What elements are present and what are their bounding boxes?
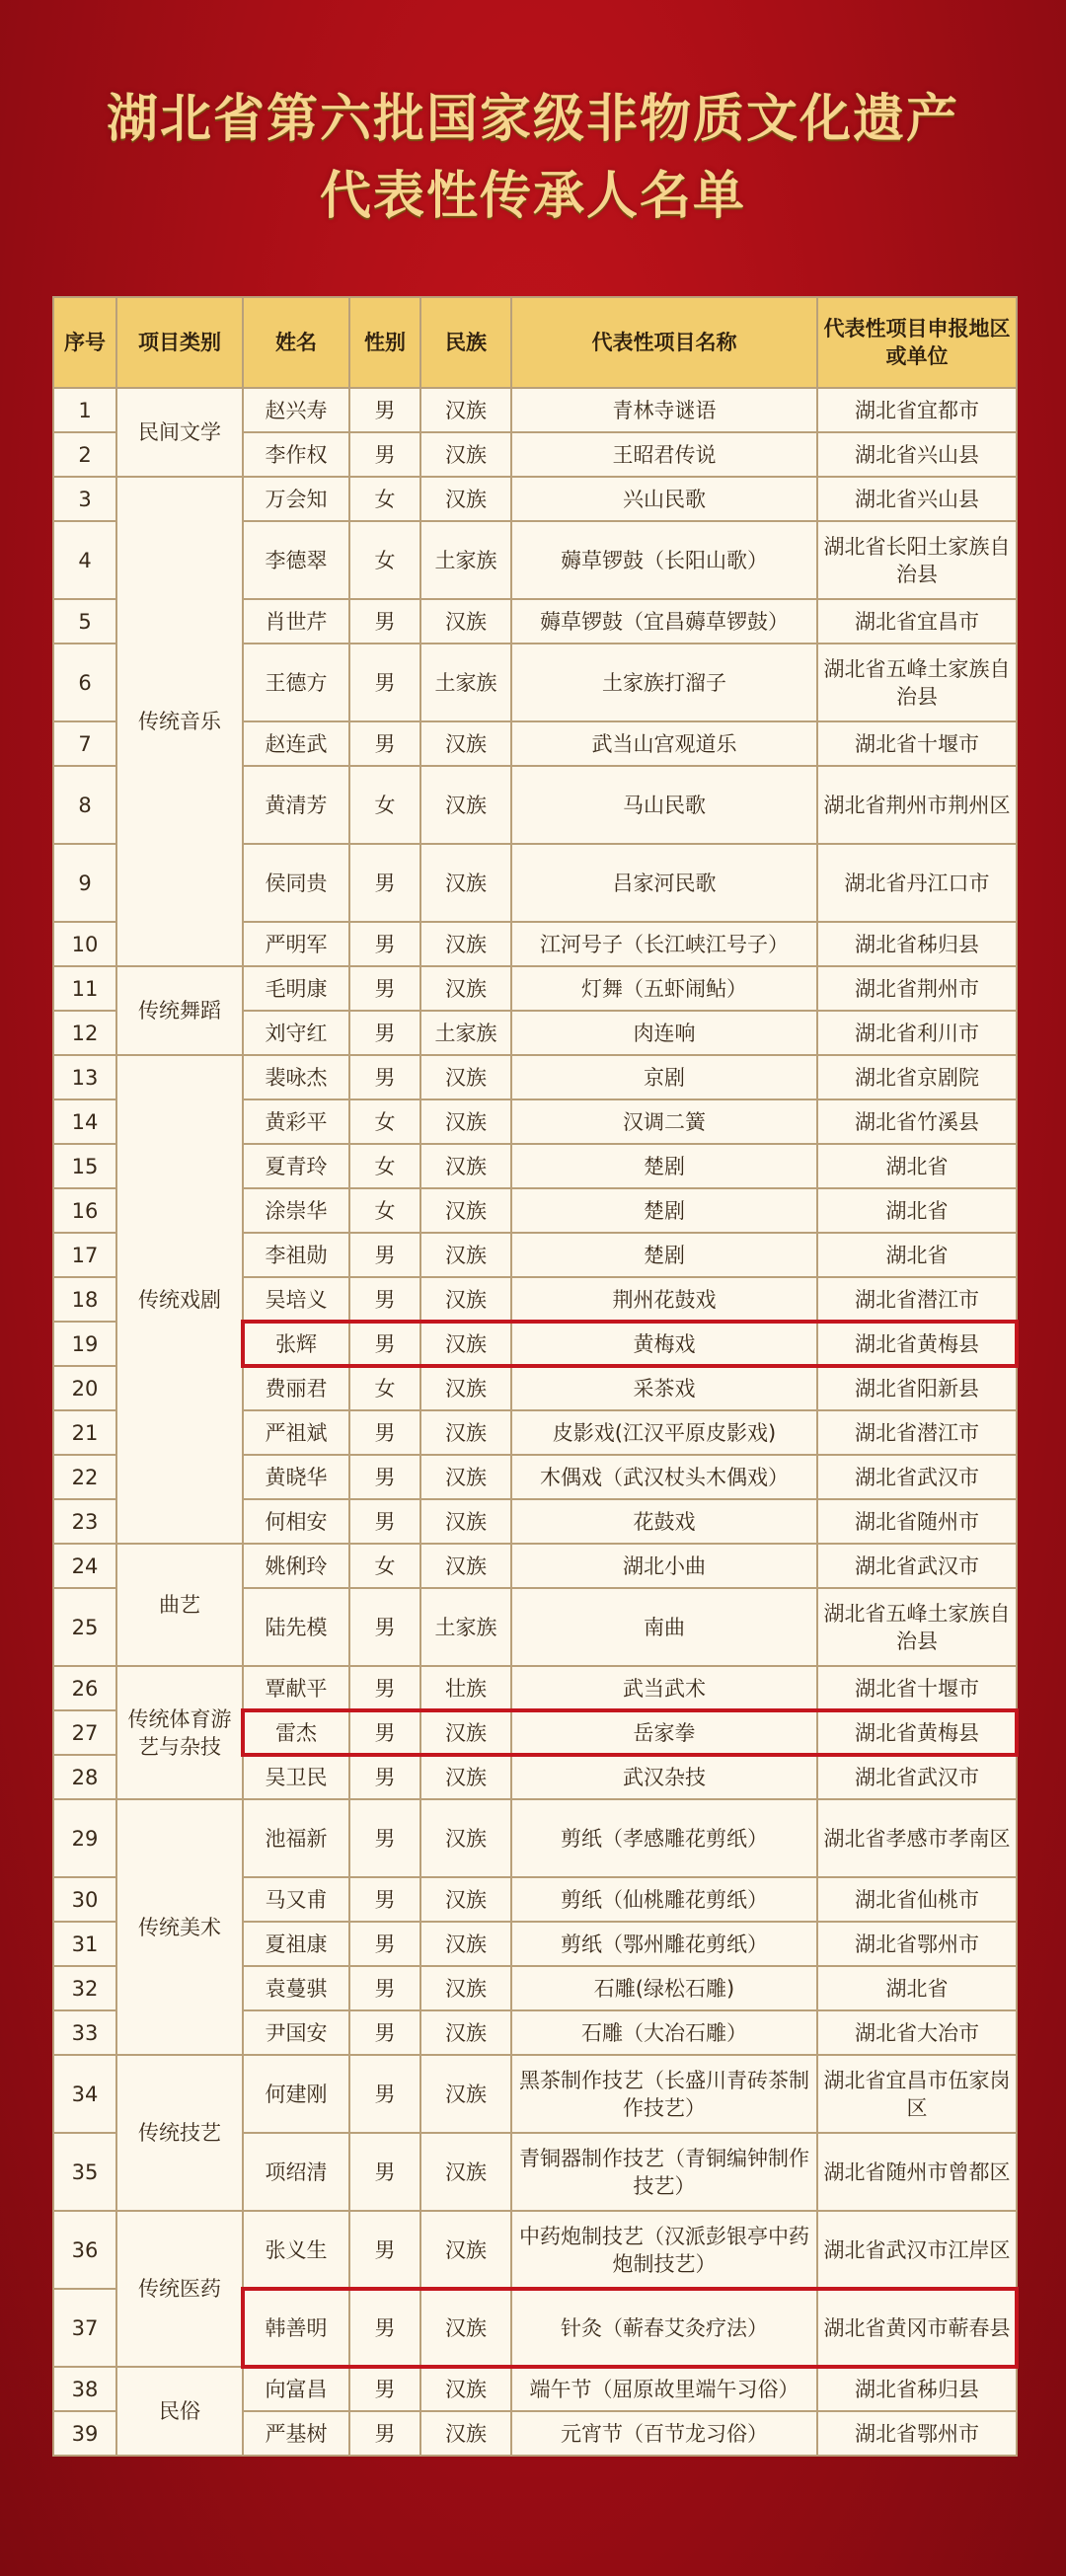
cell-project: 灯舞（五虾闹鲇） bbox=[511, 966, 817, 1011]
cell-seq: 12 bbox=[53, 1011, 116, 1055]
cell-ethnicity: 汉族 bbox=[420, 966, 511, 1011]
cell-name: 赵连武 bbox=[243, 721, 349, 766]
cell-ethnicity: 汉族 bbox=[420, 1366, 511, 1410]
cell-seq: 19 bbox=[53, 1322, 116, 1366]
cell-name: 李德翠 bbox=[243, 521, 349, 599]
table-header-row bbox=[53, 297, 1017, 388]
cell-name: 涂崇华 bbox=[243, 1188, 349, 1233]
cell-project: 针灸（蕲春艾灸疗法） bbox=[511, 2289, 817, 2367]
cell-ethnicity: 汉族 bbox=[420, 2411, 511, 2456]
cell-project: 兴山民歌 bbox=[511, 477, 817, 521]
cell-project: 端午节（屈原故里端午习俗） bbox=[511, 2367, 817, 2411]
cell-ethnicity: 壮族 bbox=[420, 1666, 511, 1710]
cell-ethnicity: 汉族 bbox=[420, 1922, 511, 1966]
cell-region: 湖北省十堰市 bbox=[817, 721, 1017, 766]
cell-project: 楚剧 bbox=[511, 1144, 817, 1188]
cell-seq: 35 bbox=[53, 2133, 116, 2211]
cell-gender: 男 bbox=[349, 1588, 420, 1666]
table-body bbox=[53, 388, 1017, 2456]
cell-seq: 2 bbox=[53, 432, 116, 477]
table-row bbox=[53, 966, 1017, 1011]
cell-name: 肖世芹 bbox=[243, 599, 349, 644]
cell-gender: 男 bbox=[349, 1877, 420, 1922]
header-project: 代表性项目名称 bbox=[511, 297, 817, 388]
cell-name: 张义生 bbox=[243, 2211, 349, 2289]
cell-region: 湖北省武汉市 bbox=[817, 1755, 1017, 1799]
cell-name: 韩善明 bbox=[243, 2289, 349, 2367]
cell-region: 湖北省武汉市江岸区 bbox=[817, 2211, 1017, 2289]
cell-seq: 29 bbox=[53, 1799, 116, 1877]
cell-gender: 男 bbox=[349, 2367, 420, 2411]
cell-name: 项绍清 bbox=[243, 2133, 349, 2211]
cell-gender: 男 bbox=[349, 922, 420, 966]
cell-name: 费丽君 bbox=[243, 1366, 349, 1410]
cell-category: 传统舞蹈 bbox=[116, 966, 243, 1055]
cell-region: 湖北省五峰土家族自治县 bbox=[817, 644, 1017, 721]
cell-gender: 男 bbox=[349, 1455, 420, 1499]
page-title-line1: 湖北省第六批国家级非物质文化遗产 bbox=[106, 90, 959, 149]
cell-gender: 女 bbox=[349, 1099, 420, 1144]
header-category: 项目类别 bbox=[116, 297, 243, 388]
cell-region: 湖北省 bbox=[817, 1966, 1017, 2010]
cell-gender: 男 bbox=[349, 1055, 420, 1099]
cell-region: 湖北省荆州市 bbox=[817, 966, 1017, 1011]
cell-region: 湖北省秭归县 bbox=[817, 2367, 1017, 2411]
cell-project: 青铜器制作技艺（青铜编钟制作技艺） bbox=[511, 2133, 817, 2211]
cell-name: 覃献平 bbox=[243, 1666, 349, 1710]
cell-region: 湖北省鄂州市 bbox=[817, 1922, 1017, 1966]
cell-region: 湖北省仙桃市 bbox=[817, 1877, 1017, 1922]
cell-gender: 男 bbox=[349, 1666, 420, 1710]
cell-region: 湖北省随州市 bbox=[817, 1499, 1017, 1544]
cell-project: 石雕(绿松石雕) bbox=[511, 1966, 817, 2010]
header-name: 姓名 bbox=[243, 297, 349, 388]
header-gender: 性别 bbox=[349, 297, 420, 388]
cell-ethnicity: 汉族 bbox=[420, 2055, 511, 2133]
cell-seq: 36 bbox=[53, 2211, 116, 2289]
cell-gender: 女 bbox=[349, 1188, 420, 1233]
cell-name: 赵兴寿 bbox=[243, 388, 349, 432]
cell-project: 青林寺谜语 bbox=[511, 388, 817, 432]
cell-seq: 28 bbox=[53, 1755, 116, 1799]
header-seq: 序号 bbox=[53, 297, 116, 388]
cell-name: 陆先模 bbox=[243, 1588, 349, 1666]
cell-seq: 32 bbox=[53, 1966, 116, 2010]
cell-seq: 38 bbox=[53, 2367, 116, 2411]
cell-seq: 16 bbox=[53, 1188, 116, 1233]
cell-seq: 34 bbox=[53, 2055, 116, 2133]
cell-project: 木偶戏（武汉杖头木偶戏） bbox=[511, 1455, 817, 1499]
cell-name: 黄彩平 bbox=[243, 1099, 349, 1144]
cell-gender: 男 bbox=[349, 721, 420, 766]
cell-seq: 18 bbox=[53, 1277, 116, 1322]
cell-region: 湖北省武汉市 bbox=[817, 1544, 1017, 1588]
cell-seq: 27 bbox=[53, 1710, 116, 1755]
cell-project: 武当山宫观道乐 bbox=[511, 721, 817, 766]
cell-category: 民间文学 bbox=[116, 388, 243, 477]
cell-name: 雷杰 bbox=[243, 1710, 349, 1755]
cell-project: 肉连响 bbox=[511, 1011, 817, 1055]
cell-name: 裴咏杰 bbox=[243, 1055, 349, 1099]
inheritor-table-container bbox=[52, 296, 1016, 2457]
cell-seq: 23 bbox=[53, 1499, 116, 1544]
cell-project: 楚剧 bbox=[511, 1188, 817, 1233]
cell-project: 采茶戏 bbox=[511, 1366, 817, 1410]
cell-gender: 女 bbox=[349, 477, 420, 521]
cell-project: 剪纸（孝感雕花剪纸） bbox=[511, 1799, 817, 1877]
cell-project: 江河号子（长江峡江号子） bbox=[511, 922, 817, 966]
cell-region: 湖北省秭归县 bbox=[817, 922, 1017, 966]
cell-region: 湖北省五峰土家族自治县 bbox=[817, 1588, 1017, 1666]
cell-project: 武当武术 bbox=[511, 1666, 817, 1710]
cell-gender: 男 bbox=[349, 644, 420, 721]
cell-seq: 20 bbox=[53, 1366, 116, 1410]
cell-region: 湖北省宜都市 bbox=[817, 388, 1017, 432]
cell-project: 岳家拳 bbox=[511, 1710, 817, 1755]
cell-seq: 21 bbox=[53, 1410, 116, 1455]
cell-project: 黑茶制作技艺（长盛川青砖茶制作技艺） bbox=[511, 2055, 817, 2133]
cell-ethnicity: 汉族 bbox=[420, 477, 511, 521]
cell-seq: 1 bbox=[53, 388, 116, 432]
cell-region: 湖北省黄梅县 bbox=[817, 1710, 1017, 1755]
cell-project: 花鼓戏 bbox=[511, 1499, 817, 1544]
cell-name: 刘守红 bbox=[243, 1011, 349, 1055]
table-row bbox=[53, 1055, 1017, 1099]
cell-project: 湖北小曲 bbox=[511, 1544, 817, 1588]
cell-name: 严基树 bbox=[243, 2411, 349, 2456]
cell-region: 湖北省 bbox=[817, 1144, 1017, 1188]
cell-region: 湖北省孝感市孝南区 bbox=[817, 1799, 1017, 1877]
cell-project: 剪纸（鄂州雕花剪纸） bbox=[511, 1922, 817, 1966]
cell-project: 剪纸（仙桃雕花剪纸） bbox=[511, 1877, 817, 1922]
cell-project: 黄梅戏 bbox=[511, 1322, 817, 1366]
cell-gender: 男 bbox=[349, 2411, 420, 2456]
cell-seq: 4 bbox=[53, 521, 116, 599]
cell-region: 湖北省竹溪县 bbox=[817, 1099, 1017, 1144]
cell-gender: 男 bbox=[349, 2289, 420, 2367]
cell-gender: 男 bbox=[349, 966, 420, 1011]
table-row bbox=[53, 2367, 1017, 2411]
cell-gender: 男 bbox=[349, 599, 420, 644]
cell-category: 传统技艺 bbox=[116, 2055, 243, 2211]
cell-name: 张辉 bbox=[243, 1322, 349, 1366]
cell-seq: 15 bbox=[53, 1144, 116, 1188]
cell-project: 京剧 bbox=[511, 1055, 817, 1099]
cell-name: 尹国安 bbox=[243, 2010, 349, 2055]
cell-gender: 男 bbox=[349, 2133, 420, 2211]
cell-project: 南曲 bbox=[511, 1588, 817, 1666]
cell-ethnicity: 汉族 bbox=[420, 1188, 511, 1233]
cell-seq: 9 bbox=[53, 844, 116, 922]
table-row bbox=[53, 1799, 1017, 1877]
cell-region: 湖北省十堰市 bbox=[817, 1666, 1017, 1710]
cell-gender: 男 bbox=[349, 1922, 420, 1966]
cell-region: 湖北省黄冈市蕲春县 bbox=[817, 2289, 1017, 2367]
cell-gender: 女 bbox=[349, 521, 420, 599]
page-title-line2: 代表性传承人名单 bbox=[319, 167, 746, 226]
cell-name: 袁蔓骐 bbox=[243, 1966, 349, 2010]
cell-ethnicity: 汉族 bbox=[420, 599, 511, 644]
cell-region: 湖北省潜江市 bbox=[817, 1410, 1017, 1455]
cell-ethnicity: 土家族 bbox=[420, 1588, 511, 1666]
table-row bbox=[53, 1544, 1017, 1588]
cell-project: 薅草锣鼓（长阳山歌） bbox=[511, 521, 817, 599]
cell-seq: 22 bbox=[53, 1455, 116, 1499]
table-row bbox=[53, 388, 1017, 432]
cell-gender: 男 bbox=[349, 844, 420, 922]
cell-seq: 13 bbox=[53, 1055, 116, 1099]
cell-region: 湖北省 bbox=[817, 1233, 1017, 1277]
cell-gender: 男 bbox=[349, 1755, 420, 1799]
cell-region: 湖北省 bbox=[817, 1188, 1017, 1233]
cell-ethnicity: 汉族 bbox=[420, 2133, 511, 2211]
cell-name: 夏青玲 bbox=[243, 1144, 349, 1188]
cell-gender: 男 bbox=[349, 2010, 420, 2055]
cell-name: 吴卫民 bbox=[243, 1755, 349, 1799]
cell-ethnicity: 汉族 bbox=[420, 721, 511, 766]
cell-region: 湖北省大冶市 bbox=[817, 2010, 1017, 2055]
cell-ethnicity: 汉族 bbox=[420, 844, 511, 922]
cell-ethnicity: 汉族 bbox=[420, 1877, 511, 1922]
cell-project: 皮影戏(江汉平原皮影戏) bbox=[511, 1410, 817, 1455]
cell-seq: 26 bbox=[53, 1666, 116, 1710]
cell-gender: 女 bbox=[349, 1144, 420, 1188]
cell-name: 黄清芳 bbox=[243, 766, 349, 844]
cell-ethnicity: 汉族 bbox=[420, 1410, 511, 1455]
cell-region: 湖北省黄梅县 bbox=[817, 1322, 1017, 1366]
cell-seq: 25 bbox=[53, 1588, 116, 1666]
cell-seq: 11 bbox=[53, 966, 116, 1011]
cell-seq: 14 bbox=[53, 1099, 116, 1144]
cell-ethnicity: 汉族 bbox=[420, 388, 511, 432]
cell-name: 池福新 bbox=[243, 1799, 349, 1877]
cell-seq: 3 bbox=[53, 477, 116, 521]
cell-seq: 8 bbox=[53, 766, 116, 844]
cell-project: 汉调二簧 bbox=[511, 1099, 817, 1144]
cell-region: 湖北省潜江市 bbox=[817, 1277, 1017, 1322]
cell-seq: 39 bbox=[53, 2411, 116, 2456]
cell-name: 马又甫 bbox=[243, 1877, 349, 1922]
inheritor-table bbox=[52, 296, 1018, 2457]
cell-gender: 男 bbox=[349, 1233, 420, 1277]
cell-project: 武汉杂技 bbox=[511, 1755, 817, 1799]
table-row bbox=[53, 477, 1017, 521]
cell-region: 湖北省兴山县 bbox=[817, 477, 1017, 521]
header-ethnicity: 民族 bbox=[420, 297, 511, 388]
cell-region: 湖北省荆州市荆州区 bbox=[817, 766, 1017, 844]
cell-gender: 男 bbox=[349, 1011, 420, 1055]
cell-name: 向富昌 bbox=[243, 2367, 349, 2411]
cell-region: 湖北省丹江口市 bbox=[817, 844, 1017, 922]
cell-gender: 男 bbox=[349, 1799, 420, 1877]
cell-category: 传统医药 bbox=[116, 2211, 243, 2367]
cell-ethnicity: 汉族 bbox=[420, 1544, 511, 1588]
cell-ethnicity: 汉族 bbox=[420, 2010, 511, 2055]
cell-seq: 37 bbox=[53, 2289, 116, 2367]
table-row bbox=[53, 2055, 1017, 2133]
cell-project: 土家族打溜子 bbox=[511, 644, 817, 721]
cell-seq: 31 bbox=[53, 1922, 116, 1966]
cell-name: 毛明康 bbox=[243, 966, 349, 1011]
cell-category: 传统戏剧 bbox=[116, 1055, 243, 1544]
cell-gender: 男 bbox=[349, 1410, 420, 1455]
cell-project: 石雕（大冶石雕） bbox=[511, 2010, 817, 2055]
cell-ethnicity: 汉族 bbox=[420, 2289, 511, 2367]
cell-project: 薅草锣鼓（宜昌薅草锣鼓） bbox=[511, 599, 817, 644]
cell-name: 李作权 bbox=[243, 432, 349, 477]
cell-region: 湖北省随州市曾都区 bbox=[817, 2133, 1017, 2211]
cell-ethnicity: 汉族 bbox=[420, 2367, 511, 2411]
cell-project: 王昭君传说 bbox=[511, 432, 817, 477]
cell-project: 吕家河民歌 bbox=[511, 844, 817, 922]
cell-name: 王德方 bbox=[243, 644, 349, 721]
cell-ethnicity: 汉族 bbox=[420, 1799, 511, 1877]
cell-region: 湖北省宜昌市伍家岗区 bbox=[817, 2055, 1017, 2133]
cell-ethnicity: 汉族 bbox=[420, 1710, 511, 1755]
cell-region: 湖北省武汉市 bbox=[817, 1455, 1017, 1499]
cell-gender: 男 bbox=[349, 1710, 420, 1755]
cell-ethnicity: 汉族 bbox=[420, 2211, 511, 2289]
cell-ethnicity: 汉族 bbox=[420, 432, 511, 477]
cell-region: 湖北省阳新县 bbox=[817, 1366, 1017, 1410]
cell-region: 湖北省京剧院 bbox=[817, 1055, 1017, 1099]
cell-project: 楚剧 bbox=[511, 1233, 817, 1277]
cell-gender: 男 bbox=[349, 1499, 420, 1544]
cell-name: 万会知 bbox=[243, 477, 349, 521]
cell-name: 吴培义 bbox=[243, 1277, 349, 1322]
cell-name: 严祖斌 bbox=[243, 1410, 349, 1455]
cell-category: 传统体育游艺与杂技 bbox=[116, 1666, 243, 1799]
cell-seq: 24 bbox=[53, 1544, 116, 1588]
cell-category: 传统美术 bbox=[116, 1799, 243, 2055]
cell-gender: 男 bbox=[349, 432, 420, 477]
cell-project: 中药炮制技艺（汉派彭银亭中药炮制技艺） bbox=[511, 2211, 817, 2289]
cell-gender: 男 bbox=[349, 2055, 420, 2133]
cell-ethnicity: 汉族 bbox=[420, 1322, 511, 1366]
cell-seq: 33 bbox=[53, 2010, 116, 2055]
cell-project: 马山民歌 bbox=[511, 766, 817, 844]
cell-region: 湖北省兴山县 bbox=[817, 432, 1017, 477]
header-region: 代表性项目申报地区或单位 bbox=[817, 297, 1017, 388]
cell-seq: 5 bbox=[53, 599, 116, 644]
cell-gender: 女 bbox=[349, 766, 420, 844]
cell-ethnicity: 汉族 bbox=[420, 1099, 511, 1144]
cell-seq: 30 bbox=[53, 1877, 116, 1922]
cell-project: 元宵节（百节龙习俗） bbox=[511, 2411, 817, 2456]
cell-name: 夏祖康 bbox=[243, 1922, 349, 1966]
cell-category: 曲艺 bbox=[116, 1544, 243, 1666]
cell-region: 湖北省宜昌市 bbox=[817, 599, 1017, 644]
cell-ethnicity: 汉族 bbox=[420, 1455, 511, 1499]
cell-name: 黄晓华 bbox=[243, 1455, 349, 1499]
cell-ethnicity: 汉族 bbox=[420, 1499, 511, 1544]
cell-ethnicity: 土家族 bbox=[420, 644, 511, 721]
cell-region: 湖北省利川市 bbox=[817, 1011, 1017, 1055]
cell-name: 何建刚 bbox=[243, 2055, 349, 2133]
cell-ethnicity: 汉族 bbox=[420, 922, 511, 966]
cell-ethnicity: 汉族 bbox=[420, 1233, 511, 1277]
cell-seq: 7 bbox=[53, 721, 116, 766]
cell-project: 荆州花鼓戏 bbox=[511, 1277, 817, 1322]
cell-name: 严明军 bbox=[243, 922, 349, 966]
table-row bbox=[53, 1666, 1017, 1710]
cell-gender: 男 bbox=[349, 1966, 420, 2010]
cell-name: 何相安 bbox=[243, 1499, 349, 1544]
cell-ethnicity: 汉族 bbox=[420, 1755, 511, 1799]
cell-ethnicity: 土家族 bbox=[420, 521, 511, 599]
cell-gender: 女 bbox=[349, 1366, 420, 1410]
cell-seq: 10 bbox=[53, 922, 116, 966]
cell-ethnicity: 土家族 bbox=[420, 1011, 511, 1055]
cell-ethnicity: 汉族 bbox=[420, 766, 511, 844]
cell-ethnicity: 汉族 bbox=[420, 1277, 511, 1322]
table-row bbox=[53, 2211, 1017, 2289]
cell-seq: 6 bbox=[53, 644, 116, 721]
cell-gender: 男 bbox=[349, 1277, 420, 1322]
cell-name: 李祖勋 bbox=[243, 1233, 349, 1277]
cell-region: 湖北省鄂州市 bbox=[817, 2411, 1017, 2456]
cell-category: 传统音乐 bbox=[116, 477, 243, 966]
cell-seq: 17 bbox=[53, 1233, 116, 1277]
cell-ethnicity: 汉族 bbox=[420, 1966, 511, 2010]
cell-gender: 男 bbox=[349, 388, 420, 432]
cell-gender: 男 bbox=[349, 2211, 420, 2289]
cell-gender: 女 bbox=[349, 1544, 420, 1588]
title-block bbox=[0, 81, 1066, 235]
cell-region: 湖北省长阳土家族自治县 bbox=[817, 521, 1017, 599]
cell-name: 姚俐玲 bbox=[243, 1544, 349, 1588]
cell-ethnicity: 汉族 bbox=[420, 1144, 511, 1188]
cell-name: 侯同贵 bbox=[243, 844, 349, 922]
cell-ethnicity: 汉族 bbox=[420, 1055, 511, 1099]
cell-category: 民俗 bbox=[116, 2367, 243, 2456]
cell-gender: 男 bbox=[349, 1322, 420, 1366]
